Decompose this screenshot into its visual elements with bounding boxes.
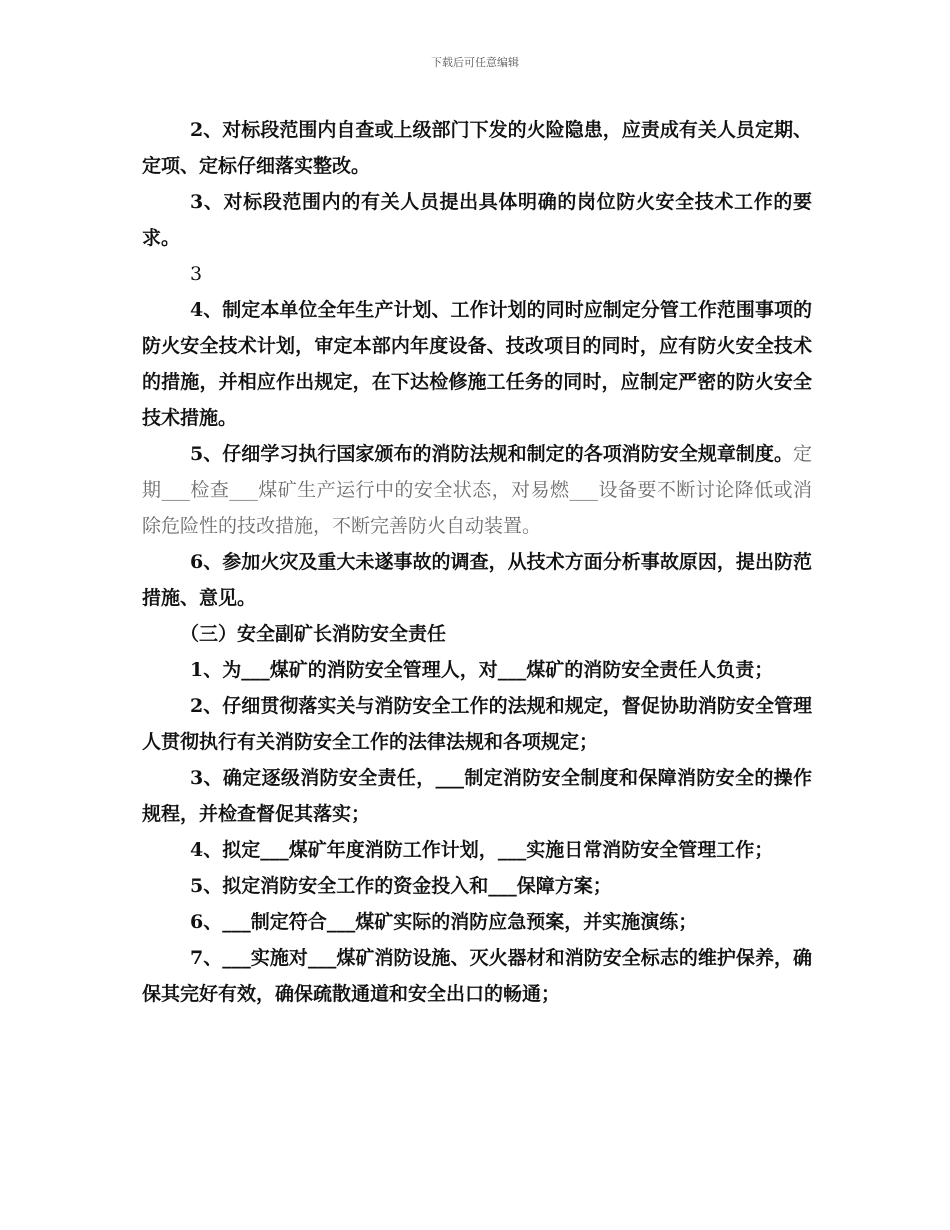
paragraph: 6、参加火灾及重大未遂事故的调查，从技术方面分析事故原因，提出防范措施、意见。: [142, 551, 812, 609]
paragraph: 1、为___煤矿的消防安全管理人，对___煤矿的消防安全责任人负责；: [190, 659, 774, 681]
paragraph: 6、___制定符合___煤矿实际的消防应急预案，并实施演练；: [190, 911, 698, 933]
paragraph: 7、___实施对___煤矿消防设施、灭火器材和消防安全标志的维护保养，确保其完好有效，确保疏散通道和安全出口的畅通；: [142, 947, 812, 1005]
paragraph: 3、对标段范围内的有关人员提出具体明确的岗位防火安全技术工作的要求。: [142, 191, 812, 249]
section-heading: （三）安全副矿长消防安全责任: [180, 623, 447, 645]
paragraph-bold-part: 5、仔细学习执行国家颁布的消防法规和制定的各项消防安全规章制度。: [190, 443, 793, 465]
paragraph: [142, 436, 812, 544]
paragraph-gray-part: 定期___检查___煤矿生产运行中的安全状态，对易燃___设备要不断讨论降低或消除危险性的技改措施，不断完善防火自动装置。: [142, 443, 812, 537]
paragraph: 3: [190, 263, 203, 285]
document-body: [142, 112, 812, 1012]
paragraph: 2、仔细贯彻落实关与消防安全工作的法规和规定，督促协助消防安全管理人贯彻执行有关消防安全工作的法律法规和各项规定；: [142, 695, 812, 753]
paragraph: 4、制定本单位全年生产计划、工作计划的同时应制定分管工作范围事项的防火安全技术计划，审定本部内年度设备、技改项目的同时，应有防火安全技术的措施，并相应作出规定，在下达检修施工任务的同时，应制定严密的防火安全技术措施。: [142, 299, 812, 429]
paragraph: 2、对标段范围内自查或上级部门下发的火险隐患，应责成有关人员定期、定项、定标仔细落实整改。: [142, 119, 812, 177]
paragraph: 5、拟定消防安全工作的资金投入和___保障方案；: [190, 875, 612, 897]
page-header: 下载后可任意编辑: [431, 56, 519, 69]
paragraph: 3、确定逐级消防安全责任，___制定消防安全制度和保障消防安全的操作规程，并检查督促其落实；: [142, 767, 812, 825]
paragraph: 4、拟定___煤矿年度消防工作计划，___实施日常消防安全管理工作；: [190, 839, 774, 861]
